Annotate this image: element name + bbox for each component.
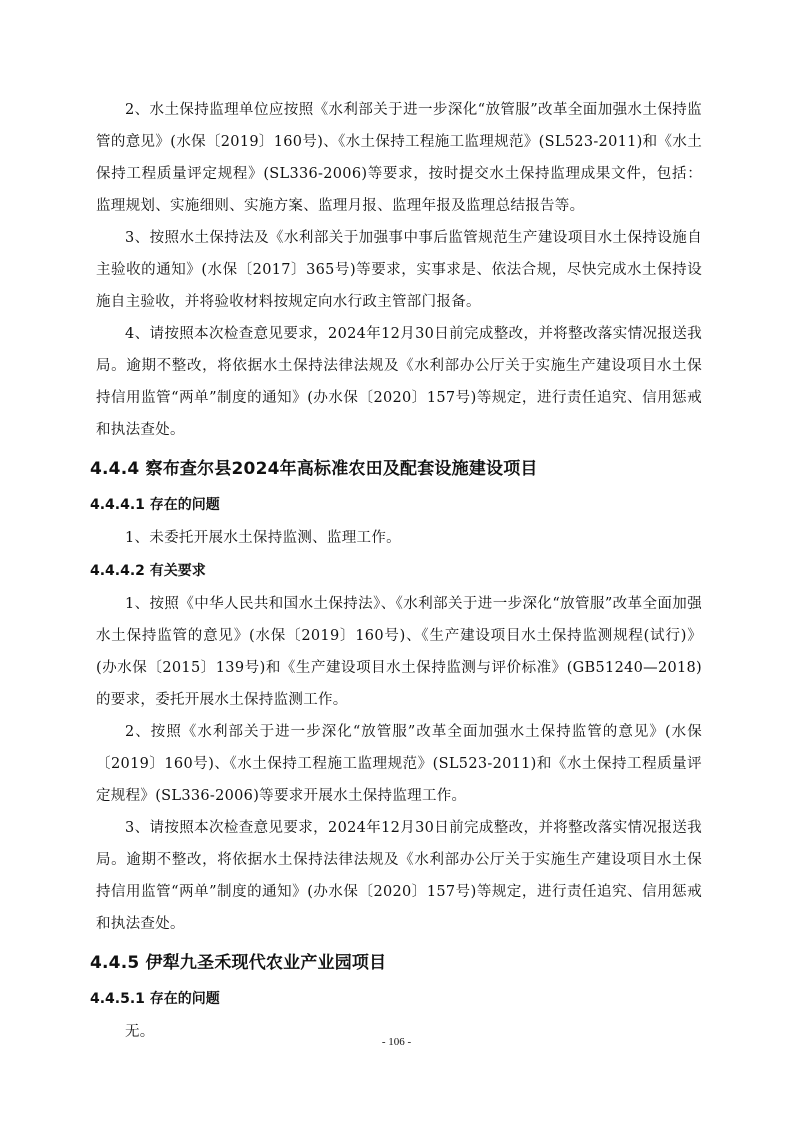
paragraph-monitoring-requirement: 1、按照《中华人民共和国水土保持法》、《水利部关于进一步深化“放管服”改革全面加强水土保持监管的意见》(水保〔2019〕160号)、《生产建设项目水土保持监测规程(试行)》(办水保〔2015〕139号)和《生产建设项目水土保持监测与评价标准》(GB51240—2018)的要求，委托开展水土保持监测工作。 (96, 596, 702, 708)
paragraph-rectification-deadline: 4、请按照本次检查意见要求，2024年12月30日前完成整改，并将整改落实情况报送我局。逾期不整改，将依据水土保持法律法规及《水利部办公厅关于实施生产建设项目水土保持信用监管“两单”制度的通知》(办水保〔2020〕157号)等规定，进行责任追究、信用惩戒和执法查处。 (96, 326, 702, 438)
section-heading-4-4-5: 4.4.5 伊犁九圣禾现代农业产业园项目 (90, 953, 387, 973)
subsection-heading-4-4-4-2: 4.4.4.2 有关要求 (90, 563, 206, 579)
paragraph-acceptance-requirements: 3、按照水土保持法及《水利部关于加强事中事后监管规范生产建设项目水土保持设施自主验收的通知》(水保〔2017〕365号)等要求，实事求是、依法合规，尽快完成水土保持设施自主验收，并将验收材料按规定向水行政主管部门报备。 (96, 230, 702, 310)
section-heading-4-4-4: 4.4.4 察布查尔县2024年高标准农田及配套设施建设项目 (90, 459, 538, 479)
subsection-heading-4-4-4-1: 4.4.4.1 存在的问题 (90, 497, 220, 513)
paragraph-supervision-requirements: 2、水土保持监理单位应按照《水利部关于进一步深化“放管服”改革全面加强水土保持监管的意见》(水保〔2019〕160号)、《水土保持工程施工监理规范》(SL523-2011)和《水土保持工程质量评定规程》(SL336-2006)等要求，按时提交水土保持监理成果文件，包括：监理规划、实施细则、实施方案、监理月报、监理年报及监理总结报告等。 (96, 102, 702, 214)
paragraph-problem-item: 1、未委托开展水土保持监测、监理工作。 (125, 530, 401, 546)
paragraph-supervision-requirement: 2、按照《水利部关于进一步深化“放管服”改革全面加强水土保持监管的意见》(水保〔2019〕160号)、《水土保持工程施工监理规范》(SL523-2011)和《水土保持工程质量评定规程》(SL336-2006)等要求开展水土保持监理工作。 (96, 724, 702, 804)
page-content (90, 94, 702, 1048)
subsection-heading-4-4-5-1: 4.4.5.1 存在的问题 (90, 991, 220, 1007)
page-number: - 106 - (381, 1036, 412, 1048)
paragraph-rectification-deadline-2: 3、请按照本次检查意见要求，2024年12月30日前完成整改，并将整改落实情况报送我局。逾期不整改，将依据水土保持法律法规及《水利部办公厅关于实施生产建设项目水土保持信用监管“两单”制度的通知》(办水保〔2020〕157号)等规定，进行责任追究、信用惩戒和执法查处。 (96, 820, 702, 932)
paragraph-none: 无。 (125, 1024, 155, 1040)
